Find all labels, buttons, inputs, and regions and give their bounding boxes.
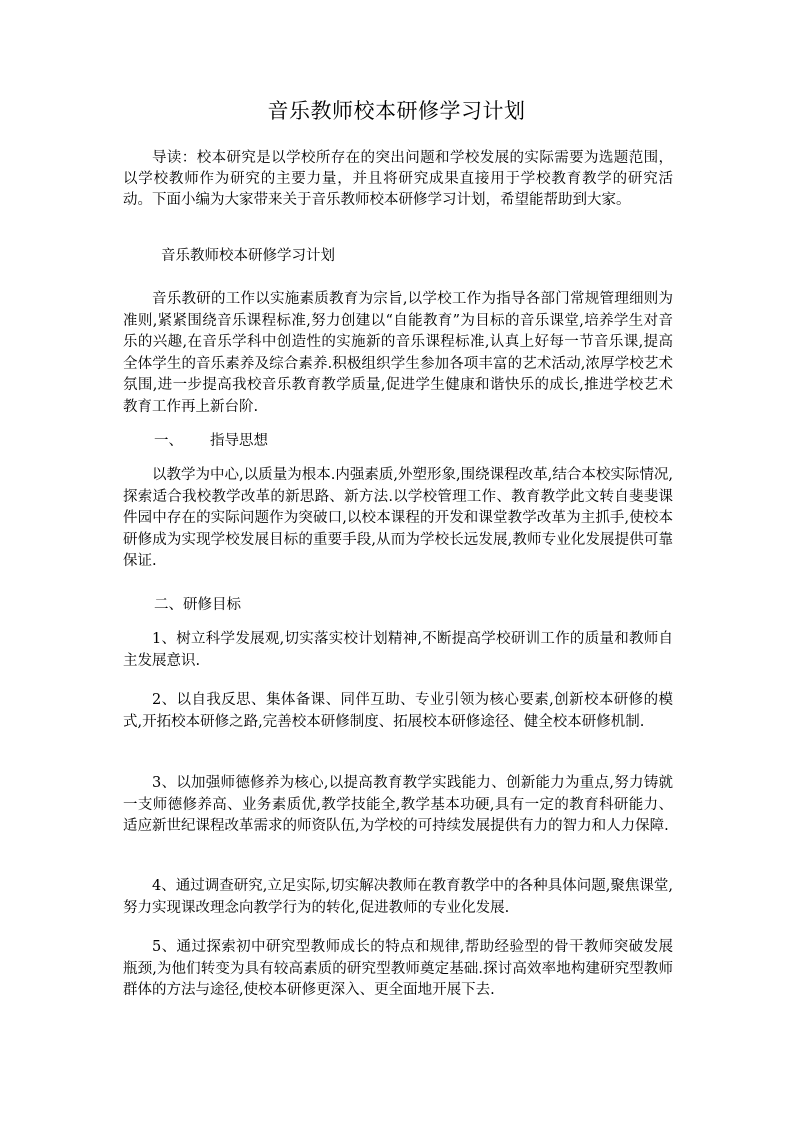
intro-paragraph: 导读：校本研究是以学校所存在的突出问题和学校发展的实际需要为选题范围，以学校教师作为研究的主要力量，并且将研究成果直接用于学校教育教学的研究活动。下面小编为大家带来关于音乐教师校本研修学习计划，希望能帮助到大家。 [123, 150, 673, 208]
goal-item-3: 3、以加强师德修养为核心,以提高教育教学实践能力、创新能力为重点,努力铸就一支师德修养高、业务素质优,教学技能全,教学基本功硬,具有一定的教育科研能力、适应新世纪课程改革需求的师资队伍,为学校的可持续发展提供有力的智力和人力保障. [123, 775, 673, 834]
subtitle: 音乐教师校本研修学习计划 [161, 248, 335, 264]
page-title: 音乐教师校本研修学习计划 [267, 99, 526, 123]
section-heading-training-goals: 二、研修目标 [154, 597, 241, 613]
section-number: 一、 [154, 433, 183, 449]
goal-item-1: 1、树立科学发展观,切实落实校计划精神,不断提高学校研训工作的质量和教师自主发展意识. [123, 631, 673, 669]
section-heading-text: 指导思想 [210, 433, 268, 449]
opening-paragraph: 音乐教研的工作以实施素质教育为宗旨,以学校工作为指导各部门常规管理细则为准则,紧紧围绕音乐课程标准,努力创建以“自能教育”为目标的音乐课堂,培养学生对音乐的兴趣,在音乐学科中创造性的实施新的音乐课程标准,认真上好每一节音乐课,提高全体学生的音乐素养及综合素养.积极组织学生参加各项丰富的艺术活动,浓厚学校艺术氛围,进一步提高我校音乐教育教学质量,促进学生健康和谐快乐的成长,推进学校艺术教育工作再上新台阶. [123, 291, 673, 415]
goal-item-5: 5、通过探索初中研究型教师成长的特点和规律,帮助经验型的骨干教师突破发展瓶颈,为他们转变为具有较高素质的研究型教师奠定基础.探讨高效率地构建研究型教师群体的方法与途径,使校本研修更深入、更全面地开展下去. [123, 939, 673, 998]
guiding-ideology-paragraph: 以教学为中心,以质量为根本.内强素质,外塑形象,围绕课程改革,结合本校实际情况,探索适合我校教学改革的新思路、新方法.以学校管理工作、教育教学此文转自斐斐课件园中存在的实际问题作为突破口,以校本课程的开发和课堂教学改革为主抓手,使校本研修成为实现学校发展目标的重要手段,从而为学校长远发展,教师专业化发展提供可靠保证. [123, 467, 673, 569]
goal-item-4: 4、通过调查研究,立足实际,切实解决教师在教育教学中的各种具体问题,聚焦课堂,努力实现课改理念向教学行为的转化,促进教师的专业化发展. [123, 878, 673, 916]
goal-item-2: 2、以自我反思、集体备课、同伴互助、专业引领为核心要素,创新校本研修的模式,开拓校本研修之路,完善校本研修制度、拓展校本研修途径、健全校本研修机制. [123, 692, 673, 730]
section-heading-guiding-ideology [154, 430, 268, 452]
